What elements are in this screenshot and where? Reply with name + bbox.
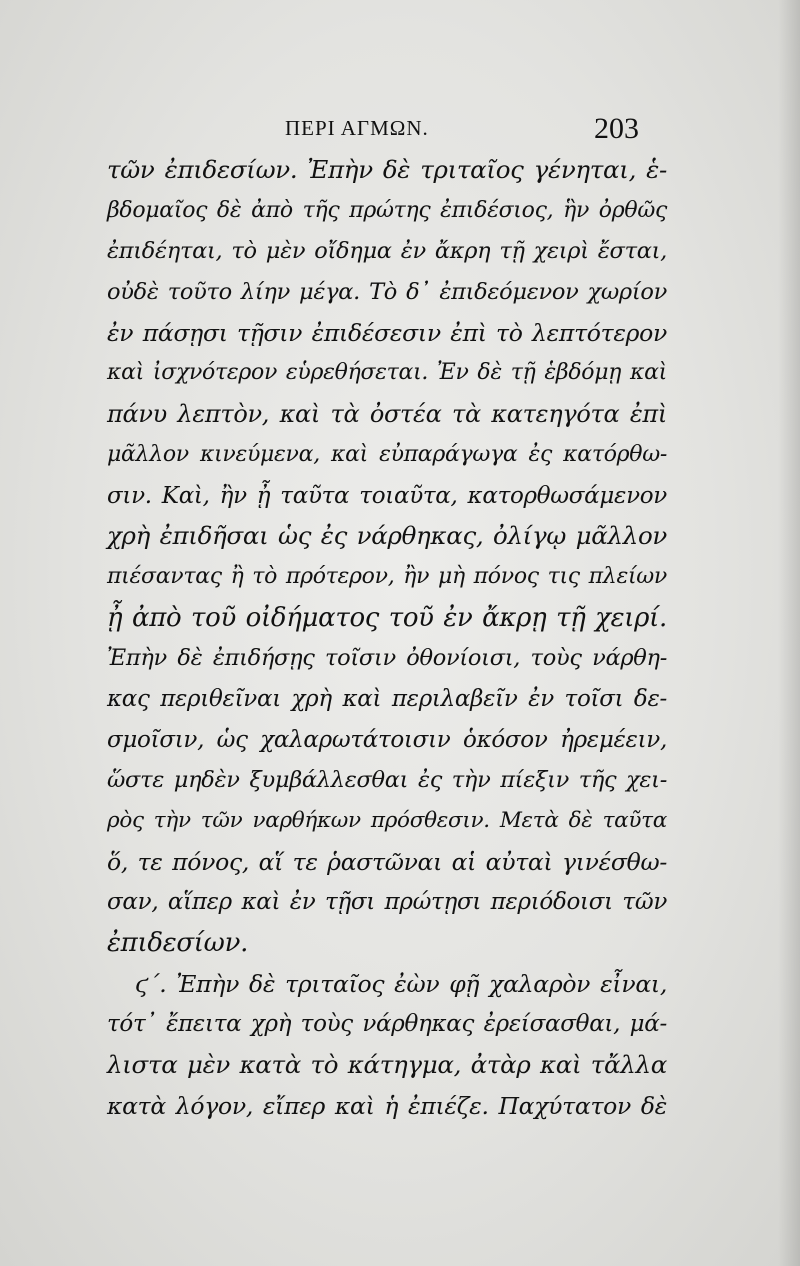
text-line: σμοῖσιν, ὡς χαλαρωτάτοισιν ὁκόσον ἠρεμέειν, (107, 726, 667, 753)
text-line: ὅ, τε πόνος, αἵ τε ῥαστῶναι αἱ αὐταὶ γινέσθω- (107, 847, 667, 876)
text-line: πιέσαντας ἢ τὸ πρότερον, ἢν μὴ πόνος τις πλείων (107, 563, 667, 589)
section-start-line: ϛ΄. Ἐπὴν δὲ τριταῖος ἐὼν φῇ χαλαρὸν εἶναι, (135, 969, 667, 998)
text-line: ἐπιδεσίων. (107, 928, 249, 959)
text-line: λιστα μὲν κατὰ τὸ κάτηγμα, ἀτὰρ καὶ τἄλλα (107, 1050, 667, 1080)
text-line: Ἐπὴν δὲ ἐπιδήσῃς τοῖσιν ὀθονίοισι, τοὺς νάρθη- (107, 645, 667, 672)
text-line: ᾖ ἀπὸ τοῦ οἰδήματος τοῦ ἐν ἄκρῃ τῇ χειρί. (107, 602, 667, 633)
text-line: χρὴ ἐπιδῆσαι ὡς ἐς νάρθηκας, ὀλίγῳ μᾶλλον (107, 521, 667, 551)
text-line: ἐπιδέηται, τὸ μὲν οἴδημα ἐν ἄκρη τῇ χειρὶ ἔσται, (107, 238, 667, 265)
running-head: ΠΕΡΙ ΑΓΜΩΝ. (285, 116, 429, 140)
text-line: μᾶλλον κινεύμενα, καὶ εὐπαράγωγα ἐς κατόρθω- (107, 441, 667, 467)
text-line: σιν. Καὶ, ἢν ᾖ ταῦτα τοιαῦτα, κατορθωσάμενον (107, 482, 667, 509)
page-body (107, 150, 667, 1127)
text-line: τῶν ἐπιδεσίων. Ἐπὴν δὲ τριταῖος γένηται, ἑ- (107, 155, 667, 184)
page-number: 203 (594, 112, 639, 145)
text-line: πάνυ λεπτὸν, καὶ τὰ ὀστέα τὰ κατεηγότα ἐπὶ (107, 400, 667, 429)
text-line: ρὸς τὴν τῶν ναρθήκων πρόσθεσιν. Μετὰ δὲ ταῦτα (107, 808, 667, 833)
page-header (0, 108, 800, 148)
text-line: κας περιθεῖναι χρὴ καὶ περιλαβεῖν ἐν τοῖσι δε- (107, 685, 667, 712)
text-line: καὶ ἰσχνότερον εὑρεθήσεται. Ἐν δὲ τῇ ἑβδόμῃ καὶ (107, 360, 667, 386)
text-line: ἐν πάσῃσι τῇσιν ἐπιδέσεσιν ἐπὶ τὸ λεπτότερον (107, 318, 667, 347)
text-line: κατὰ λόγον, εἴπερ καὶ ἡ ἐπιέζε. Παχύτατον δὲ (107, 1091, 667, 1120)
text-line: βδομαῖος δὲ ἀπὸ τῆς πρώτης ἐπιδέσιος, ἣν ὀρθῶς (107, 197, 667, 223)
text-line: τότ᾽ ἔπειτα χρὴ τοὺς νάρθηκας ἐρείσασθαι, μά- (107, 1011, 667, 1038)
page-edge-shadow (778, 0, 800, 1266)
text-line: οὐδὲ τοῦτο λίην μέγα. Τὸ δ᾽ ἐπιδεόμενον χωρίον (107, 279, 667, 306)
text-line: σαν, αἵπερ καὶ ἐν τῇσι πρώτῃσι περιόδοισι τῶν (107, 889, 667, 916)
text-line: ὥστε μηδὲν ξυμβάλλεσθαι ἐς τὴν πίεξιν τῆς χει- (107, 767, 667, 794)
